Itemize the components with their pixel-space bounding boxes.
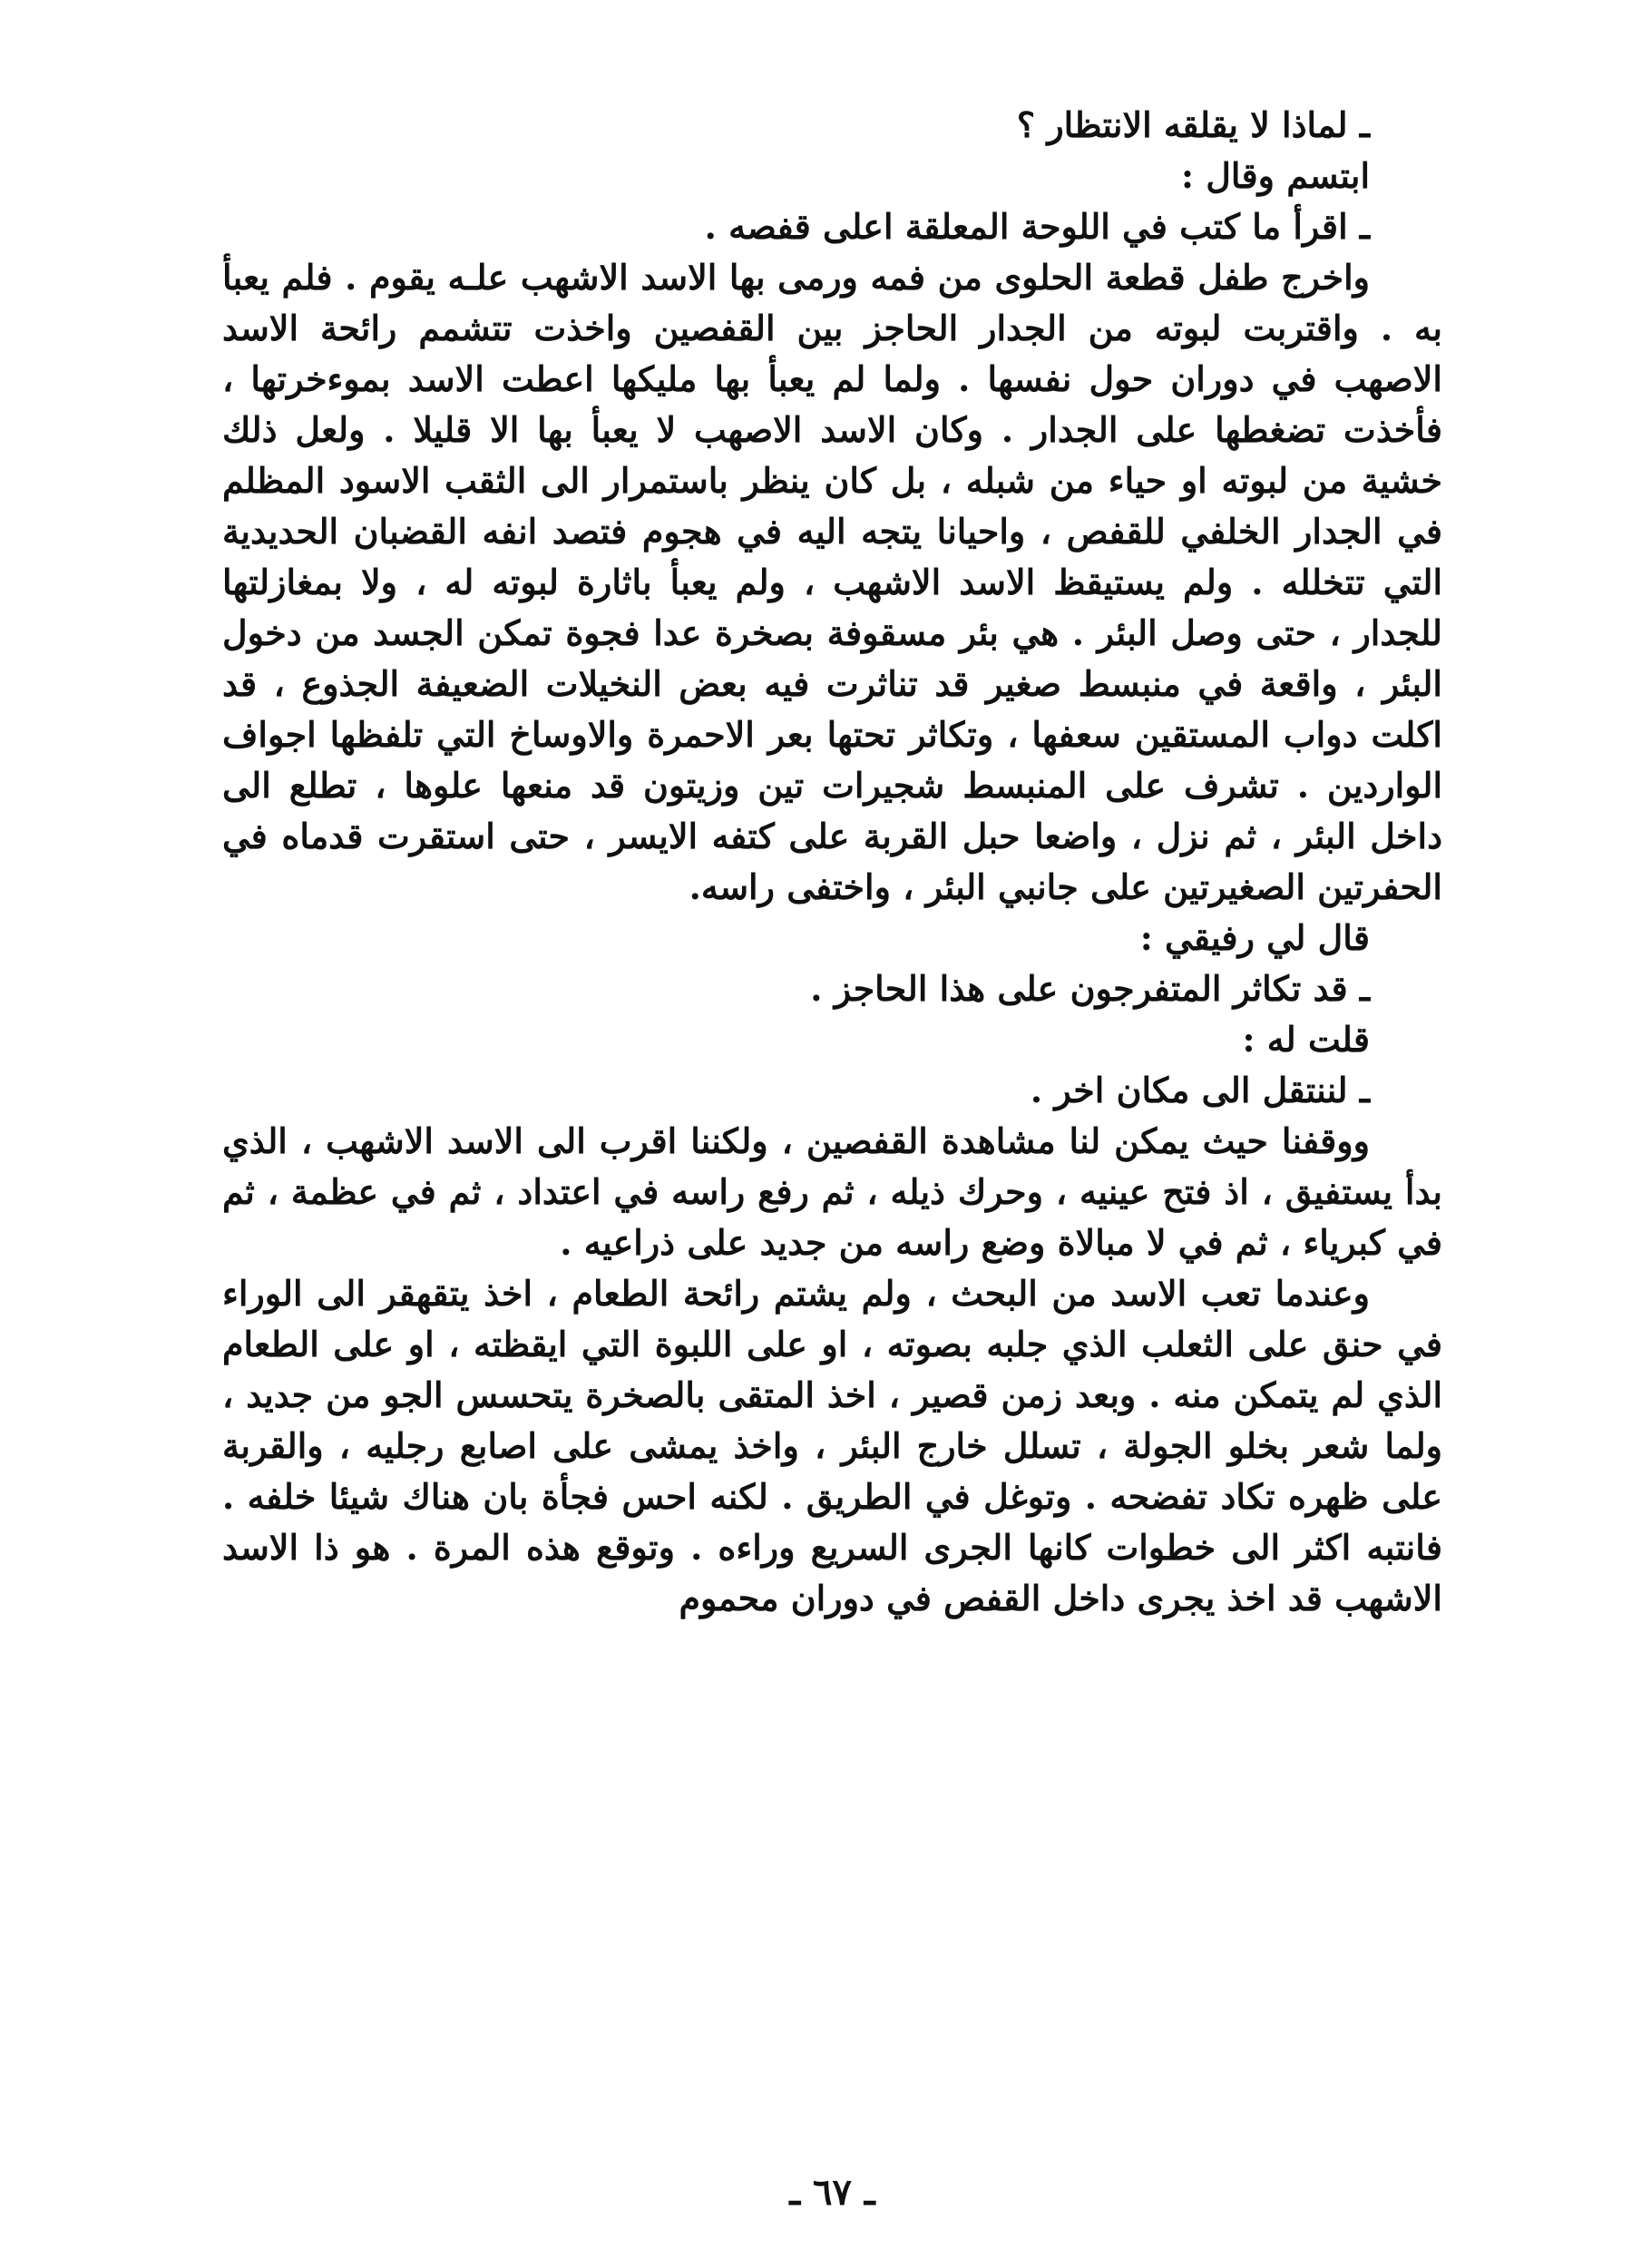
narration-line: قلت له : [1242,1019,1370,1060]
narration-line: ابتسم وقال : [1181,155,1370,196]
body-paragraph: واخرج طفل قطعة الحلوى من فمه ورمى بها الاسد الاشهب علـه يقوم . فلم يعبأ به . واقتربت لبوته من الجدار الحاجز بين القفصين واخذت تتشمم رائحة الاسد الاصهب في دوران حول نفسها . ولما لم يعبأ بها مليكها اعطت الاسد بموءخرتها ، فأخذت تضغطها على الجدار . وكان الاسد الاصهب لا يعبأ بها الا قليلا . ولعل ذلك خشية من لبوته او حياء من شبله ، بل كان ينظر باستمرار الى الثقب الاسود المظلم في الجدار الخلفي للقفص ، واحيانا يتجه اليه في هجوم فتصد انفه القضبان الحديدية التي تتخلله . ولم يستيقظ الاسد الاشهب ، ولم يعبأ باثارة لبوته له ، ولا بمغازلتها للجدار ، حتى وصل البئر . هي بئر مسقوفة بصخرة عدا فجوة تمكن الجسد من دخول البئر ، واقعة في منبسط صغير قد تناثرت فيه بعض النخيلات الضعيفة الجذوع ، قد اكلت دواب المستقين سعفها ، وتكاثر تحتها بعر الاحمرة والاوساخ التي تلفظها اجواف الواردين . تشرف على المنبسط شجيرات تين وزيتون قد منعها علوها ، تطلع الى داخل البئر ، ثم نزل ، واضعا حبل القربة على كتفه الايسر ، حتى استقرت قدماه في الحفرتين الصغيرتين على جانبي البئر ، واختفى راسه. [222,257,1442,907]
page-number: ـ ٦٧ ـ [789,2171,875,2214]
body-paragraph: ووقفنا حيث يمكن لنا مشاهدة القفصين ، ولكننا اقرب الى الاسد الاشهب ، الذي بدأ يستفيق ، اذ فتح عينيه ، وحرك ذيله ، ثم رفع راسه في اعتداد ، ثم في عظمة ، ثم في كبرياء ، ثم في لا مبالاة وضع راسه من جديد على ذراعيه . [222,1120,1442,1263]
page-body [222,100,1442,1624]
dialogue-line: ـ قد تكاثر المتفرجون على هذا الحاجز . [810,968,1370,1009]
dialogue-line: ـ لننتقل الى مكان اخر . [1030,1070,1370,1110]
narration-line: قال لي رفيقي : [1139,917,1370,958]
book-page [222,100,1442,2214]
dialogue-line: ـ لماذا لا يقلقه الانتظار ؟ [1016,104,1370,145]
dialogue-line: ـ اقرأ ما كتب في اللوحة المعلقة اعلى قفصه . [704,206,1370,247]
body-paragraph: وعندما تعب الاسد من البحث ، ولم يشتم رائحة الطعام ، اخذ يتقهقر الى الوراء في حنق على الثعلب الذي جلبه بصوته ، او على اللبوة التي ايقظته ، او على الطعام الذي لم يتمكن منه . وبعد زمن قصير ، اخذ المتقى بالصخرة يتحسس الجو من جديد ، ولما شعر بخلو الجولة ، تسلل خارج البئر ، واخذ يمشى على اصابع رجليه ، والقربة على ظهره تكاد تفضحه . وتوغل في الطريق . لكنه احس فجأة بان هناك شيئا خلفه . فانتبه اكثر الى خطوات كانها الجرى السريع وراءه . وتوقع هذه المرة . هو ذا الاسد الاشهب قد اخذ يجرى داخل القفص في دوران محموم [222,1273,1442,1618]
